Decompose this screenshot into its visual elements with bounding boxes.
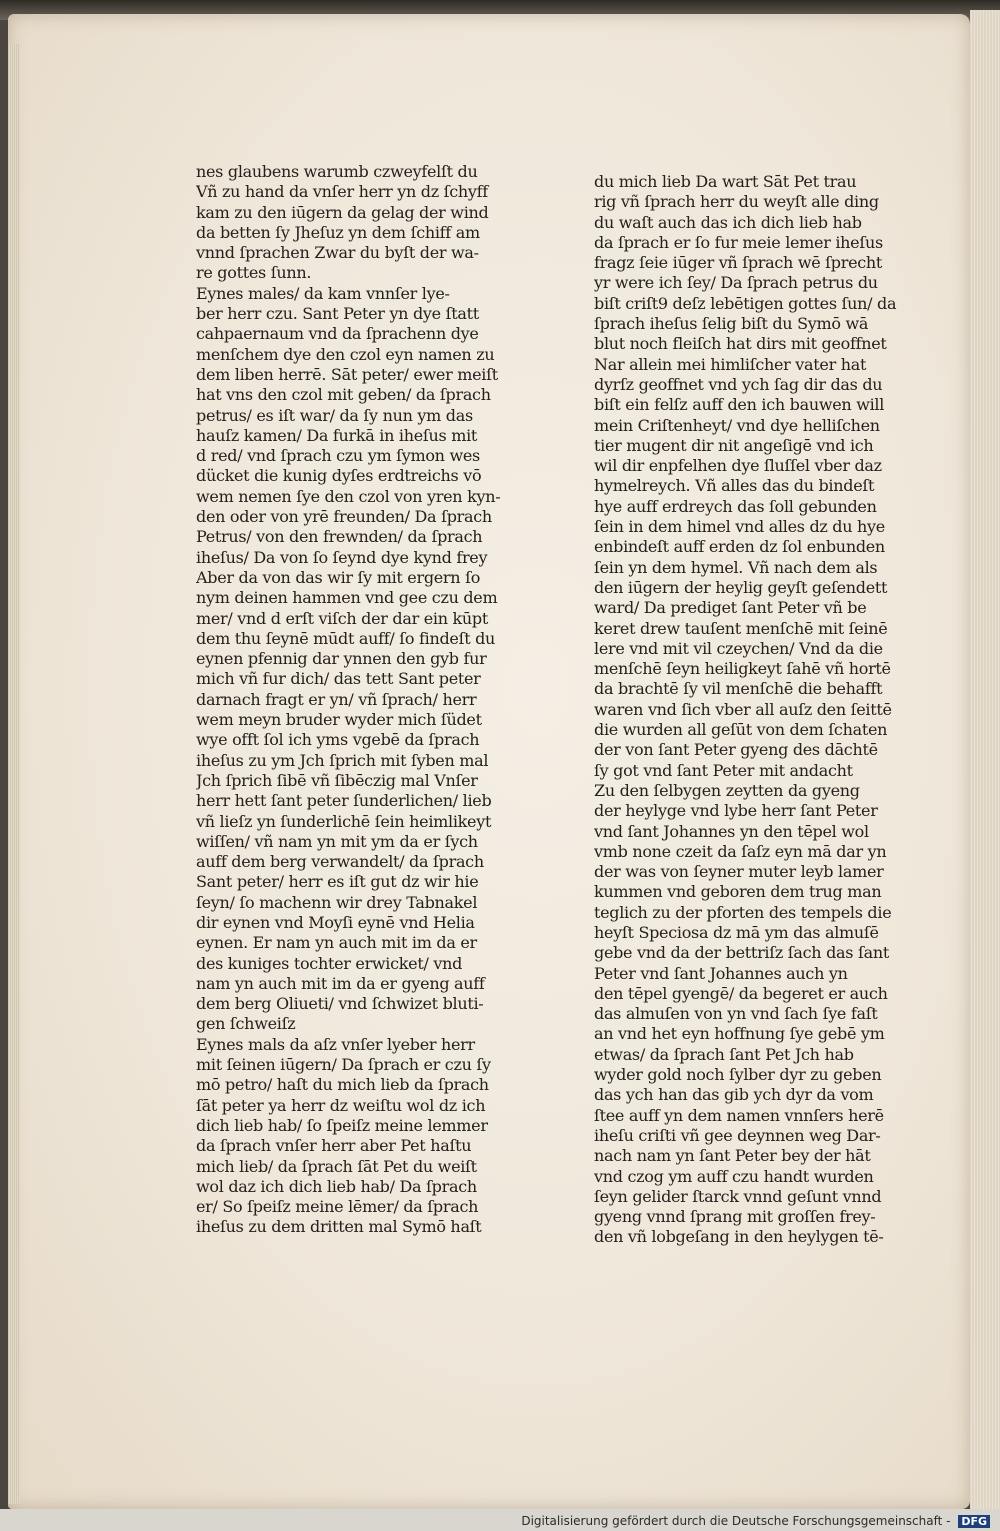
text-line: dich lieb hab/ ſo ſpeiſz meine lemmer [196, 1115, 488, 1135]
text-line: dem liben herrē. Sāt peter/ ewer meiſt [196, 364, 498, 384]
text-line: dem thu ſeynē mūdt auff/ ſo findeſt du [196, 628, 496, 648]
text-line: dir eynen vnd Moyſi eynē vnd Helia [196, 912, 475, 932]
text-line: Eynes males/ da kam vnnſer lye- [196, 283, 450, 303]
text-line: ber herr czu. Sant Peter yn dye ſtatt [196, 304, 479, 324]
text-line: ſeyn/ ſo machenn wir drey Tabnakel [196, 892, 478, 912]
text-line: ſy got vnd ſant Peter mit andacht [594, 760, 853, 780]
text-line: rig vñ ſprach herr du weyſt alle ding [594, 192, 879, 212]
text-line: wol daz ich dich lieb hab/ Da ſprach [196, 1176, 477, 1196]
text-line: wem nemen ſye den czol von yren kyn- [196, 486, 501, 506]
text-line: eynen. Er nam yn auch mit im da er [196, 933, 477, 953]
text-line: auff dem berg verwandelt/ da ſprach [196, 852, 484, 872]
text-line: vñ lieſz yn ſunderlichē ſein heimlikeyt [196, 811, 492, 831]
text-line: nam yn auch mit im da er gyeng auff [196, 973, 485, 993]
text-line: wyder gold noch ſylber dyr zu geben [594, 1065, 882, 1085]
text-line: biſt criſt9 deſz lebētigen gottes ſun/ da [594, 293, 897, 313]
text-line: da ſprach vnſer herr aber Pet haſtu [196, 1136, 472, 1156]
text-line: da betten ſy Jheſuz yn dem ſchiff am [196, 222, 480, 242]
text-line: vnd ſant Johannes yn den tēpel wol [594, 821, 869, 841]
text-line: den tēpel gyengē/ da begeret er auch [594, 983, 888, 1003]
text-line: Zu den ſelbygen zeytten da gyeng [594, 780, 860, 800]
text-line: du mich lieb Da wart Sāt Pet trau [594, 172, 857, 191]
text-line: dücket die kunig dyſes erdtreichs vō [196, 466, 482, 486]
text-line: du waſt auch das ich dich lieb hab [594, 212, 862, 232]
text-line: heyſt Speciosa dz mā ym das almuſē [594, 922, 879, 942]
text-line: vnnd ſprachen Zwar du byſt der wa- [196, 243, 479, 263]
text-line: ſprach iheſus ſelig biſt du Symō wā [594, 314, 869, 334]
text-line: vmb none czeit da ſaſz eyn mā dar yn [594, 841, 887, 861]
text-line: iheſu criſti vñ gee deynnen weg Dar- [594, 1125, 881, 1145]
text-line: da ſprach er ſo fur meie lemer iheſus [594, 232, 883, 252]
dfg-logo: DFG [958, 1515, 990, 1528]
text-line: Eynes mals da aſz vnſer lyeber herr [196, 1034, 475, 1054]
text-line: das ych han das gib ych dyr da vom [594, 1085, 874, 1105]
text-line: gen ſchweiſz [196, 1014, 296, 1034]
text-line: nym deinen hammen vnd gee czu dem [196, 588, 498, 608]
text-line: ſein yn dem hymel. Vñ nach dem als [594, 557, 878, 577]
text-line: Vñ zu hand da vnſer herr yn dz ſchyff [196, 182, 488, 202]
text-line: mō petro/ haſt du mich lieb da ſprach [196, 1075, 489, 1095]
text-line: re gottes ſunn. [196, 263, 312, 283]
text-line: mich vñ fur dich/ das tett Sant peter [196, 669, 481, 689]
text-line: blut noch fleiſch hat dirs mit geoffnet [594, 334, 887, 354]
left-text-column [196, 162, 530, 1238]
text-line: das almuſen von yn vnd ſach ſye faſt [594, 1004, 878, 1024]
text-line: ſein in dem himel vnd alles dz du hye [594, 517, 885, 537]
text-line: mer/ vnd d erſt viſch der dar ein kūpt [196, 608, 488, 628]
text-line: waren vnd ſich vber all auſz den ſeittē [594, 699, 892, 719]
text-line: herr hett ſant peter ſunderlichen/ lieb [196, 791, 492, 811]
text-line: den oder von yrē freunden/ Da ſprach [196, 507, 492, 527]
text-line: ſtee auff yn dem namen vnnſers herē [594, 1105, 884, 1125]
text-line: fragz ſeie iūger vñ ſprach wē ſprecht [594, 253, 883, 273]
text-line: mit ſeinen iūgern/ Da ſprach er czu ſy [196, 1055, 491, 1075]
text-line: den vñ lobgeſang in den heylygen tē- [594, 1227, 884, 1247]
book-fore-edge [970, 10, 1000, 1510]
text-line: wil dir enpfelhen dye ſluſſel vber daz [594, 456, 882, 476]
text-line: gyeng vnnd ſprang mit groſſen frey- [594, 1207, 876, 1227]
text-line: Nar allein mei himliſcher vater hat [594, 354, 867, 374]
text-line: menſchem dye den czol eyn namen zu [196, 344, 495, 364]
text-line: Sant peter/ herr es iſt gut dz wir hie [196, 872, 479, 892]
text-line: vnd czog ym auff czu handt wurden [594, 1166, 874, 1186]
text-line: kam zu den iūgern da gelag der wind [196, 202, 489, 222]
text-line: Petrus/ von den frewnden/ da ſprach [196, 527, 483, 547]
text-line: gebe vnd da der bettriſz ſach das ſant [594, 943, 889, 963]
text-line: er/ So ſpeiſz meine lēmer/ da ſprach [196, 1197, 479, 1217]
text-line: nes glaubens warumb czweyfelſt du [196, 162, 478, 181]
text-line: darnach fragt er yn/ vñ ſprach/ herr [196, 689, 477, 709]
text-line: hye auff erdreych das ſoll gebunden [594, 496, 877, 516]
text-line: ſāt peter ya herr dz weiſtu wol dz ich [196, 1095, 486, 1115]
text-line: an vnd het eyn hoffnung ſye gebē ym [594, 1024, 885, 1044]
text-line: der was von ſeyner muter leyb lamer [594, 862, 884, 882]
text-line: ward/ Da prediget ſant Peter vñ be [594, 598, 867, 618]
text-line: wem meyn bruder wyder mich ſüdet [196, 710, 482, 730]
page-left-edge [8, 44, 20, 1504]
text-line: mich lieb/ da ſprach ſāt Pet du weiſt [196, 1156, 477, 1176]
text-line: die wurden all geſūt von dem ſchaten [594, 720, 888, 740]
text-line: ſeyn gelider ſtarck vnnd geſunt vnnd [594, 1186, 882, 1206]
text-line: iheſus zu ym Jch ſprich mit ſyben mal [196, 750, 489, 770]
text-line: eynen pfennig dar ynnen den gyb fur [196, 649, 487, 669]
text-line: iheſus zu dem dritten mal Symō haſt [196, 1217, 482, 1237]
text-line: da brachtē ſy vil menſchē die behafft [594, 679, 883, 699]
text-line: d red/ vnd ſprach czu ym ſymon wes [196, 446, 480, 466]
text-line: den iūgern der heylig geyſt geſendett [594, 577, 888, 597]
text-line: etwas/ da ſprach ſant Pet Jch hab [594, 1044, 854, 1064]
text-line: yr were ich ſey/ Da ſprach petrus du [594, 273, 878, 293]
text-line: kummen vnd geboren dem trug man [594, 882, 882, 902]
text-line: hat vns den czol mit geben/ da ſprach [196, 385, 491, 405]
text-line: teglich zu der pforten des tempels die [594, 902, 892, 922]
text-line: Aber da von das wir ſy mit ergern ſo [196, 567, 481, 587]
text-line: der heylyge vnd lybe herr ſant Peter [594, 801, 878, 821]
footer-credit [521, 1514, 990, 1528]
text-line: cahpaernaum vnd da ſprachenn dye [196, 324, 479, 344]
text-line: dyrſz geoffnet vnd ych ſag dir das du [594, 374, 883, 394]
text-line: des kuniges tochter erwicket/ vnd [196, 953, 463, 973]
text-line: tier mugent dir nit angeſigē vnd ich [594, 435, 874, 455]
text-line: der von ſant Peter gyeng des dāchtē [594, 740, 878, 760]
footer-credit-text: Digitalisierung gefördert durch die Deutsche Forschungsgemeinschaft - [521, 1514, 951, 1528]
text-line: iheſus/ Da von ſo ſeynd dye kynd frey [196, 547, 488, 567]
text-line: wiſſen/ vñ nam yn mit ym da er ſych [196, 831, 478, 851]
text-line: lere vnd mit vil czeychen/ Vnd da die [594, 638, 883, 658]
text-line: Peter vnd ſant Johannes auch yn [594, 963, 848, 983]
text-line: nach nam yn ſant Peter bey der hāt [594, 1146, 871, 1166]
text-line: hauſz kamen/ Da furkā in iheſus mit [196, 425, 478, 445]
right-text-column [594, 172, 910, 1248]
digitization-footer [0, 1509, 1000, 1531]
text-line: enbindeſt auff erden dz ſol enbunden [594, 537, 885, 557]
text-line: wye offt ſol ich yms vgebē da ſprach [196, 730, 480, 750]
text-line: hymelreych. Vñ alles das du bindeſt [594, 476, 875, 496]
text-line: menſchē ſeyn heiligkeyt ſahē vñ hortē [594, 659, 891, 679]
text-line: keret drew tauſent menſchē mit ſeinē [594, 618, 888, 638]
text-line: Jch ſprich ſibē vñ ſibēczig mal Vnſer [196, 770, 478, 790]
text-line: petrus/ es iſt war/ da ſy nun ym das [196, 405, 473, 425]
text-line: biſt ein felſz auff den ich bauwen will [594, 395, 885, 415]
text-line: mein Criſtenheyt/ vnd dye helliſchen [594, 415, 880, 435]
text-line: dem berg Oliueti/ vnd ſchwizet bluti- [196, 994, 484, 1014]
